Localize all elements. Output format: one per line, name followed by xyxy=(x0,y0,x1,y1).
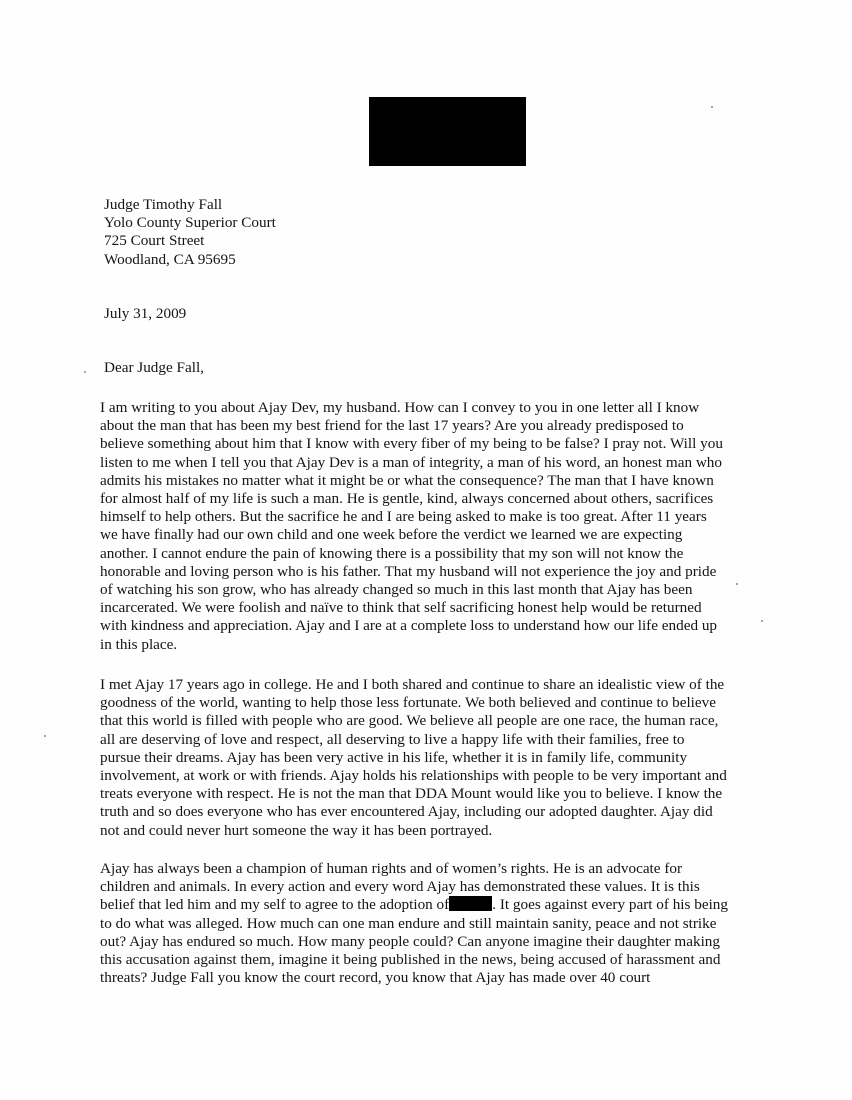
text-line: that this world is filled with people who are good. We believe all people are one race, the human race, xyxy=(100,712,719,730)
inline-redaction-block xyxy=(449,896,492,911)
text-line-with-redaction xyxy=(100,896,770,914)
text-line: threats? Judge Fall you know the court record, you know that Ajay has made over 40 court xyxy=(100,969,651,987)
text-line: I met Ajay 17 years ago in college. He and I both shared and continue to share an idealistic view of the xyxy=(100,676,725,693)
text-line: not and could never hurt someone the way it has been portrayed. xyxy=(100,821,493,839)
scan-speck xyxy=(711,106,713,108)
text-line: truth and so does everyone who has ever encountered Ajay, including our adopted daughter. Ajay did xyxy=(100,803,713,821)
address-line: Yolo County Superior Court xyxy=(104,214,276,232)
body-paragraph-1 xyxy=(100,399,770,654)
text-line: admits his mistakes no matter what it might be or what the consequence? The man that I have known xyxy=(100,471,714,489)
text-line: about the man that has been my best friend for the last 17 years? Are you already predisposed to xyxy=(100,417,684,435)
scan-speck xyxy=(761,620,763,622)
text-line: honorable and loving person who is his father. That my husband will not experience the joy and pride xyxy=(100,562,717,580)
text-line: goodness of the world, wanting to help those less fortunate. We both believed and continue to believe xyxy=(100,694,716,712)
text-line: listen to me when I tell you that Ajay Dev is a man of integrity, a man of his word, an honest man who xyxy=(100,453,722,471)
text-line: pursue their dreams. Ajay has been very active in his life, whether it is in family life, community xyxy=(100,748,688,766)
text-line: believe something about him that I know with every fiber of my being to be false? I pray not. Will you xyxy=(100,435,723,453)
text-line: of watching his son grow, who has already changed so much in this last month that Ajay has been xyxy=(100,581,693,599)
text-line: incarcerated. We were foolish and naïve to think that self sacrificing honest help would be returned xyxy=(100,599,702,617)
recipient-address xyxy=(104,196,276,269)
text-line: we have finally had our own child and one week before the verdict we learned we are expecting xyxy=(100,526,683,544)
text-line: children and animals. In every action and every word Ajay has demonstrated these values. It is this xyxy=(100,878,700,896)
text-line: Ajay has always been a champion of human rights and of women’s rights. He is an advocate for xyxy=(100,860,683,877)
text-line: involvement, at work or with friends. Ajay holds his relationships with people to be very important and xyxy=(100,767,727,785)
address-line: Judge Timothy Fall xyxy=(104,196,223,213)
text-line: this accusation against them, imagine it being published in the news, being accused of harassment and xyxy=(100,951,721,969)
text-line: for almost half of my life is such a man. He is gentle, kind, always concerned about others, sacrifices xyxy=(100,490,714,508)
body-paragraph-3 xyxy=(100,860,770,987)
address-line: 725 Court Street xyxy=(104,232,205,250)
scan-speck xyxy=(44,735,46,737)
text-fragment: . It goes against every part of his being xyxy=(492,896,728,914)
text-line: himself to help others. But the sacrifice he and I are being asked to make is too great. After 11 years xyxy=(100,508,707,526)
body-paragraph-2 xyxy=(100,676,770,840)
letter-date: July 31, 2009 xyxy=(104,305,187,322)
text-line: out? Ajay has endured so much. How many people could? Can anyone imagine their daughter making xyxy=(100,932,720,950)
text-line: I am writing to you about Ajay Dev, my husband. How can I convey to you in one letter all I know xyxy=(100,399,700,416)
scan-speck xyxy=(736,583,738,585)
redaction-block xyxy=(369,97,526,166)
text-line: with kindness and appreciation. Ajay and I are at a complete loss to understand how our life ended up xyxy=(100,617,718,635)
text-fragment: belief that led him and my self to agree to the adoption of xyxy=(100,896,450,914)
salutation: Dear Judge Fall, xyxy=(104,359,204,376)
text-line: treats everyone with respect. He is not the man that DDA Mount would like you to believe. I know the xyxy=(100,785,723,803)
text-line: another. I cannot endure the pain of knowing there is a possibility that my son will not know the xyxy=(100,544,684,562)
text-line: all are deserving of love and respect, all deserving to live a happy life with their families, free to xyxy=(100,730,685,748)
scan-speck xyxy=(84,371,86,373)
address-line: Woodland, CA 95695 xyxy=(104,250,236,268)
text-line: to do what was alleged. How much can one man endure and still maintain sanity, peace and not strike xyxy=(100,914,717,932)
text-line: in this place. xyxy=(100,635,178,653)
